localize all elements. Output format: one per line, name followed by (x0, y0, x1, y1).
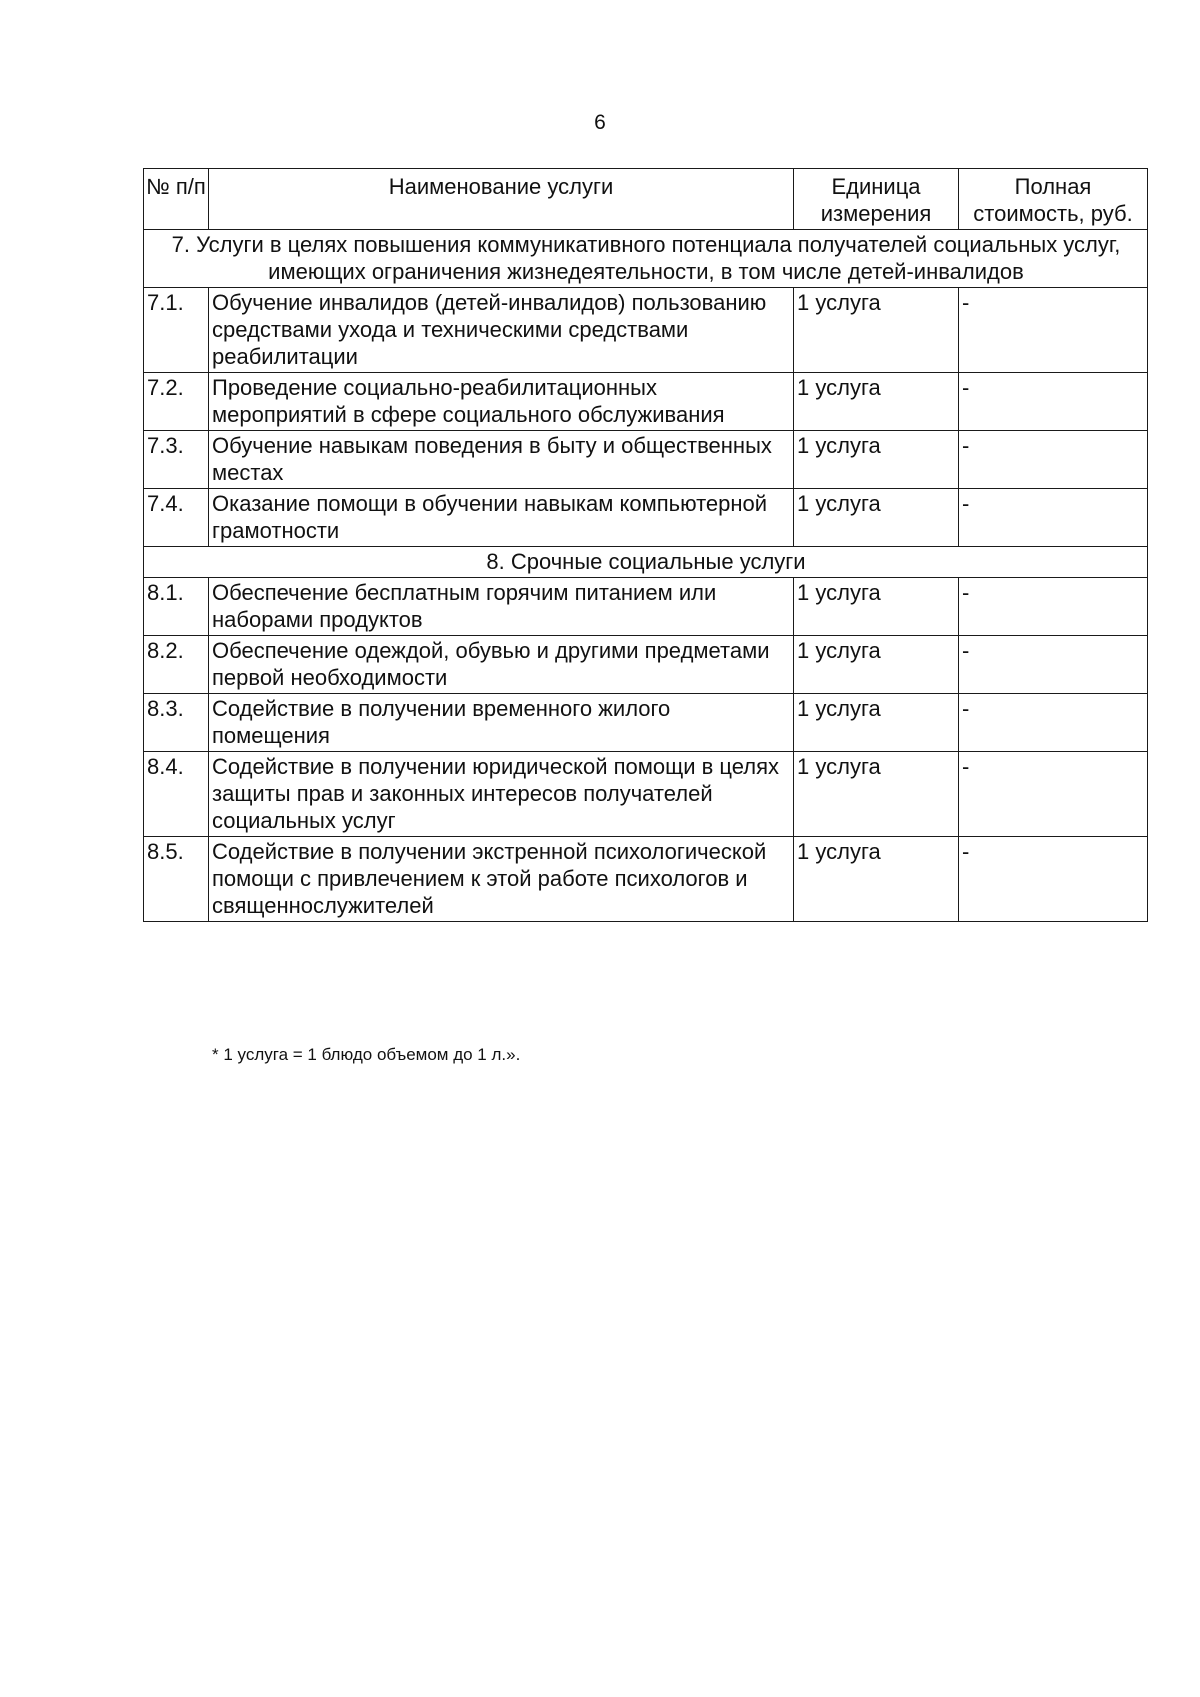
row-unit: 1 услуга (794, 431, 959, 489)
header-cost: Полная стоимость, руб. (959, 169, 1148, 230)
header-name: Наименование услуги (209, 169, 794, 230)
table-row (144, 837, 1148, 922)
row-name: Содействие в получении экстренной психологической помощи с привлечением к этой работе психологов и священнослужителей (209, 837, 794, 922)
row-unit: 1 услуга (794, 288, 959, 373)
row-num: 8.3. (144, 694, 209, 752)
table-row (144, 431, 1148, 489)
row-name: Содействие в получении временного жилого помещения (209, 694, 794, 752)
row-name: Проведение социально-реабилитационных мероприятий в сфере социального обслуживания (209, 373, 794, 431)
row-unit: 1 услуга (794, 578, 959, 636)
row-num: 8.1. (144, 578, 209, 636)
table-header-row (144, 169, 1148, 230)
footnote: * 1 услуга = 1 блюдо объемом до 1 л.». (212, 1045, 521, 1064)
row-num: 7.3. (144, 431, 209, 489)
page-number: 6 (594, 111, 606, 134)
row-unit: 1 услуга (794, 752, 959, 837)
header-num: № п/п (144, 169, 209, 230)
table-row (144, 578, 1148, 636)
row-num: 7.2. (144, 373, 209, 431)
row-num: 7.1. (144, 288, 209, 373)
section-title-7: 7. Услуги в целях повышения коммуникативного потенциала получателей социальных услуг, имеющих ограничения жизнедеятельности, в том числе детей-инвалидов (144, 230, 1148, 288)
row-cost: - (959, 489, 1148, 547)
row-cost: - (959, 636, 1148, 694)
row-name: Оказание помощи в обучении навыкам компьютерной грамотности (209, 489, 794, 547)
table-row (144, 373, 1148, 431)
section-row (144, 230, 1148, 288)
row-cost: - (959, 288, 1148, 373)
row-name: Обеспечение одеждой, обувью и другими предметами первой необходимости (209, 636, 794, 694)
row-unit: 1 услуга (794, 837, 959, 922)
services-table (143, 168, 1148, 922)
table-row (144, 752, 1148, 837)
row-name: Обучение навыкам поведения в быту и общественных местах (209, 431, 794, 489)
row-name: Обучение инвалидов (детей-инвалидов) пользованию средствами ухода и техническими средствами реабилитации (209, 288, 794, 373)
row-cost: - (959, 837, 1148, 922)
row-unit: 1 услуга (794, 373, 959, 431)
row-cost: - (959, 373, 1148, 431)
row-cost: - (959, 694, 1148, 752)
header-unit: Единица измерения (794, 169, 959, 230)
row-unit: 1 услуга (794, 694, 959, 752)
row-name: Обеспечение бесплатным горячим питанием или наборами продуктов (209, 578, 794, 636)
row-cost: - (959, 578, 1148, 636)
table-row (144, 489, 1148, 547)
row-unit: 1 услуга (794, 489, 959, 547)
row-cost: - (959, 431, 1148, 489)
table-row (144, 288, 1148, 373)
section-title-8: 8. Срочные социальные услуги (144, 547, 1148, 578)
row-unit: 1 услуга (794, 636, 959, 694)
row-num: 8.5. (144, 837, 209, 922)
table-row (144, 636, 1148, 694)
row-name: Содействие в получении юридической помощи в целях защиты прав и законных интересов получателей социальных услуг (209, 752, 794, 837)
section-row (144, 547, 1148, 578)
row-cost: - (959, 752, 1148, 837)
row-num: 8.2. (144, 636, 209, 694)
row-num: 8.4. (144, 752, 209, 837)
table-row (144, 694, 1148, 752)
row-num: 7.4. (144, 489, 209, 547)
